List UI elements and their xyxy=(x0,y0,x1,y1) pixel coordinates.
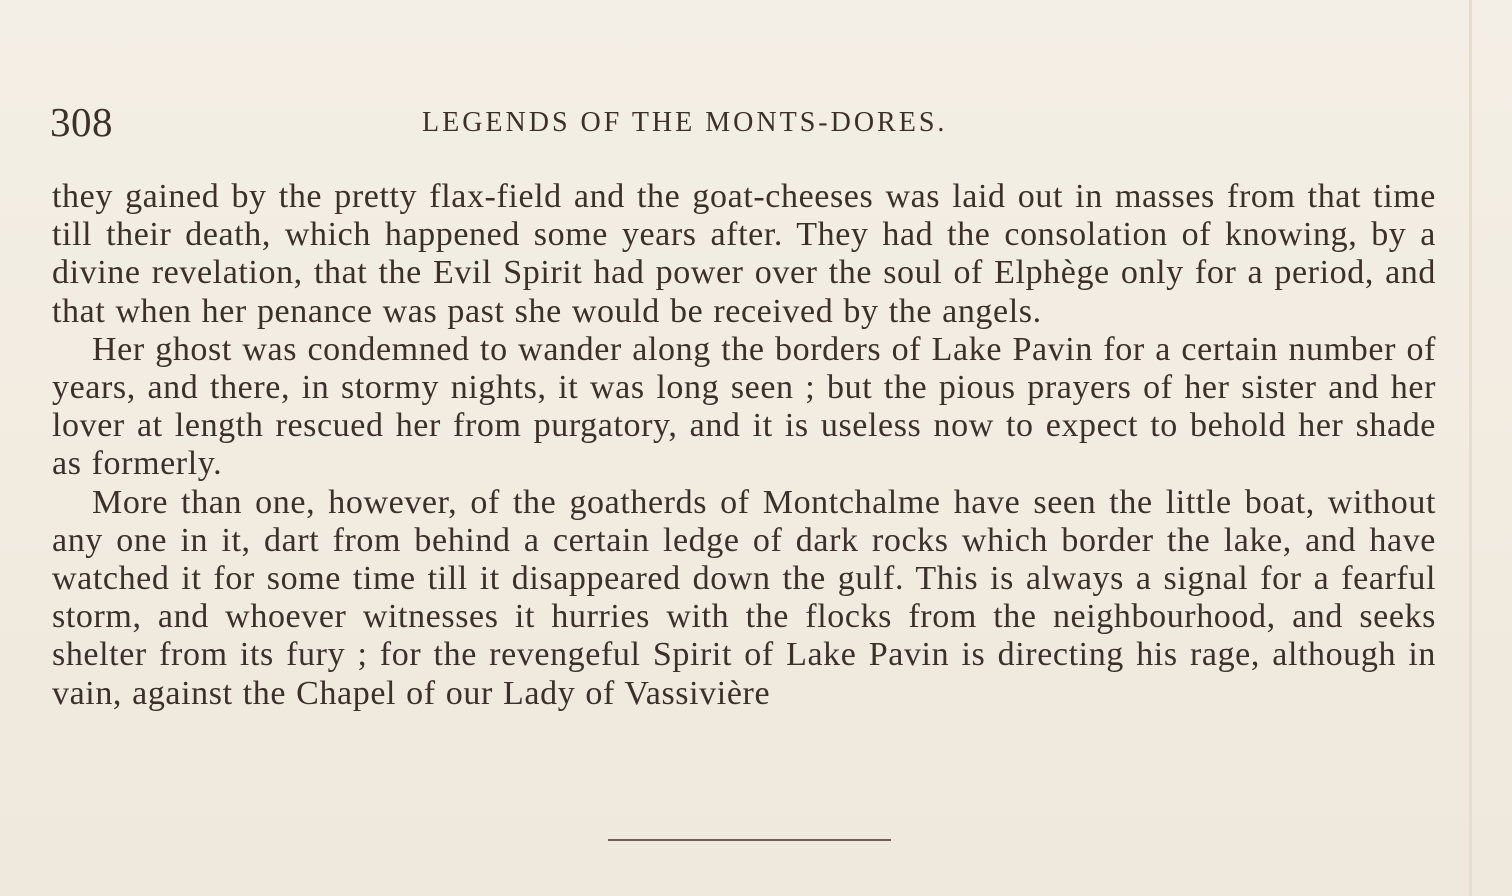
paragraph: Her ghost was condemned to wander along the borders of Lake Pavin for a certain number of years, and there, in stormy nights, it was long seen ; but the pious prayers of her sister and her lover at length rescued her from purgatory, and it is useless now to expect to behold her shade as formerly. xyxy=(52,330,1436,483)
running-title: LEGENDS OF THE MONTS-DORES. xyxy=(422,107,948,138)
running-head xyxy=(50,98,1440,146)
paragraph-continued: they gained by the pretty flax-field and the goat-cheeses was laid out in masses from that time till their death, which happened some years after. They had the consolation of knowing, by a divine revelation, that the Evil Spirit had power over the soul of Elphège only for a period, and that when her penance was past she would be received by the angels. xyxy=(52,178,1436,330)
section-end-rule xyxy=(608,839,891,841)
page-number: 308 xyxy=(50,99,113,145)
page-edge xyxy=(1469,0,1472,896)
paragraph: More than one, however, of the goatherds of Montchalme have seen the little boat, without any one in it, dart from behind a certain ledge of dark rocks which border the lake, and have watched it for some time till it disappeared down the gulf. This is always a signal for a fearful storm, and whoever witnesses it hurries with the flocks from the neighbourhood, and seeks shelter from its fury ; for the revengeful Spirit of Lake Pavin is directing his rage, although in vain, against the Chapel of our Lady of Vassivière xyxy=(52,483,1436,712)
body-text xyxy=(52,178,1436,713)
